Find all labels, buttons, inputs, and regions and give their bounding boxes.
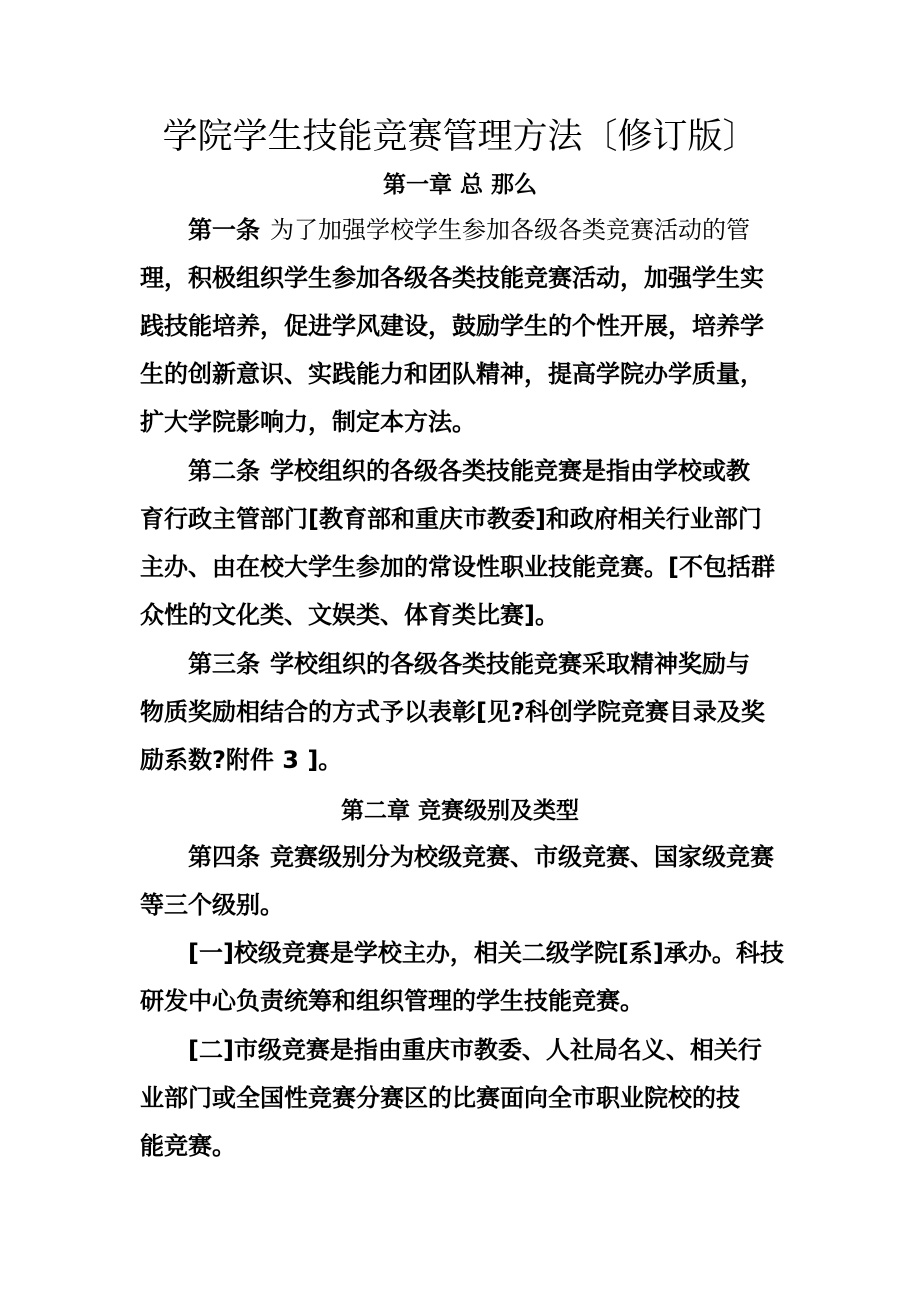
- item-1: [140, 929, 784, 1025]
- item-1-line-1: [一]校级竞赛是学校主办，相关二级学院[系]承办。科技: [188, 939, 784, 967]
- article-2-text-1: 学校组织的各级各类技能竞赛是指由学校或教: [270, 457, 750, 485]
- article-3-line-2: 物质奖励相结合的方式予以表彰[见?科创学院竞赛目录及奖: [140, 698, 765, 726]
- chapter-1-label: 第一章: [383, 172, 452, 198]
- article-2-line-4: 众性的文化类、文娱类、体育类比赛]。: [140, 601, 559, 629]
- article-4-label: 第四条: [188, 843, 260, 871]
- article-1-line-1: [140, 206, 780, 254]
- chapter-2-heading: [0, 796, 920, 826]
- item-2-line-3: 能竞赛。: [140, 1132, 236, 1160]
- item-2-line-1: [二]市级竞赛是指由重庆市教委、人社局名义、相关行: [188, 1036, 762, 1064]
- article-3-line-1: [140, 640, 780, 688]
- item-2-line-2: 业部门或全国性竞赛分赛区的比赛面向全市职业院校的技: [140, 1084, 740, 1112]
- article-3-text-1: 学校组织的各级各类技能竞赛采取精神奖励与: [270, 650, 750, 678]
- article-1-line-4: 生的创新意识、实践能力和团队精神，提高学院办学质量，: [140, 360, 764, 388]
- item-1-line-2: 研发中心负责统筹和组织管理的学生技能竞赛。: [140, 987, 644, 1015]
- article-1-line-3: 践技能培养，促进学风建设，鼓励学生的个性开展，培养学: [140, 312, 764, 340]
- article-2-label: 第二条: [188, 457, 260, 485]
- article-1-text-1: 为了加强学校学生参加各级各类竞赛活动的管: [270, 216, 750, 244]
- document-title: 学院学生技能竞赛管理方法〔修订版〕: [162, 117, 758, 157]
- article-3-line-3: 励系数?附件 3 ]。: [140, 746, 343, 774]
- article-4-text-1: 竞赛级别分为校级竞赛、市级竞赛、国家级竞赛: [270, 843, 774, 871]
- article-3-label: 第三条: [188, 650, 260, 678]
- article-4-line-1: [140, 833, 780, 881]
- chapter-1-name-b: 那么: [491, 172, 537, 198]
- chapter-1-name-a: 总: [460, 172, 483, 198]
- article-1-line-2: 理，积极组织学生参加各级各类技能竞赛活动，加强学生实: [140, 264, 764, 292]
- chapter-1-heading: [0, 170, 920, 200]
- article-2: [140, 447, 780, 639]
- article-1-line-5: 扩大学院影响力，制定本方法。: [140, 408, 476, 436]
- item-2: [140, 1026, 780, 1170]
- article-2-line-3: 主办、由在校大学生参加的常设性职业技能竞赛。[不包括群: [140, 553, 775, 581]
- article-2-line-1: [140, 447, 780, 495]
- chapter-2-name: 竞赛级别及类型: [418, 798, 579, 824]
- article-2-line-2: 育行政主管部门[教育部和重庆市教委]和政府相关行业部门: [140, 505, 762, 533]
- article-1-label: 第一条: [188, 216, 260, 244]
- article-3: [140, 640, 780, 784]
- chapter-2-label: 第二章: [341, 798, 410, 824]
- article-1: [140, 206, 780, 446]
- article-4: [140, 833, 780, 929]
- article-4-line-2: 等三个级别。: [140, 891, 284, 919]
